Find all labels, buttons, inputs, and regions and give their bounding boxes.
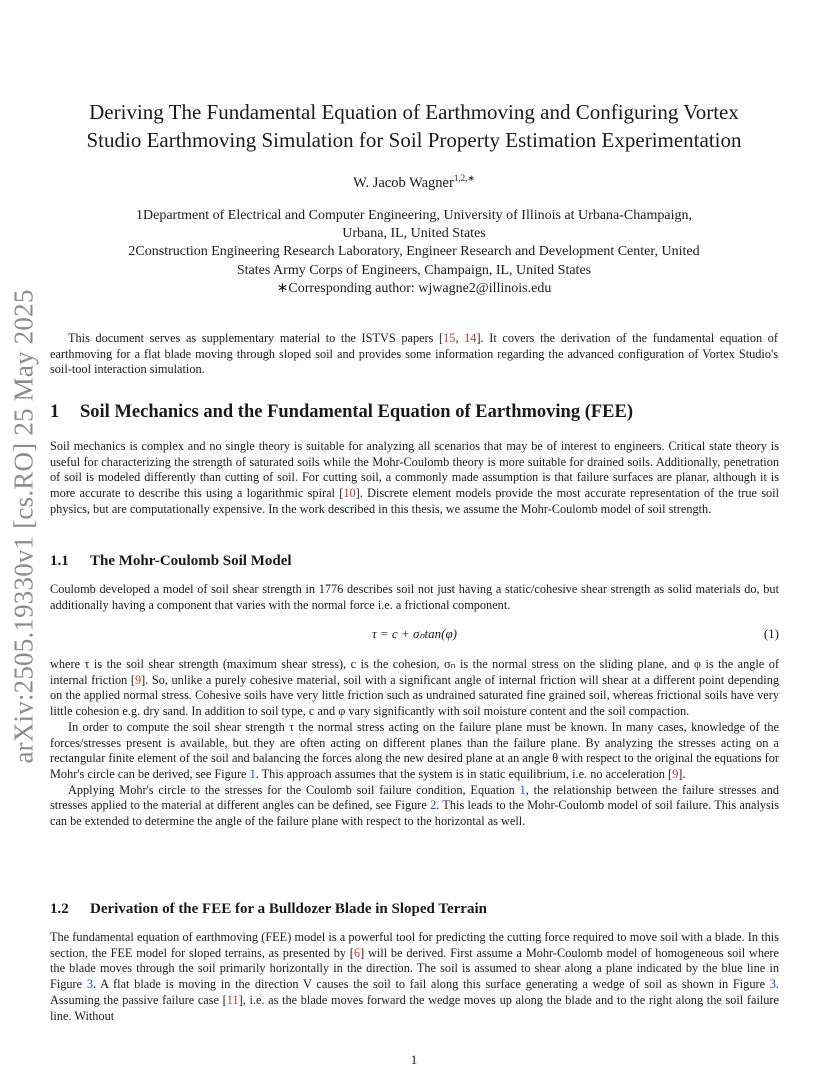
affiliation-2-line-2: States Army Corps of Engineers, Champaign, IL, United States [236,262,592,278]
figure-link[interactable]: 3 [86,977,93,992]
arxiv-id-text: arXiv:2505.19330v1 [cs.RO] 25 May 2025 [8,288,39,764]
subsection-1-1-intro [50,582,779,613]
author-name: W. Jacob Wagner [353,174,454,191]
body-paragraph [50,783,779,830]
body-text: . This approach assumes that the system is in static equilibrium, i.e. no acceleration [ [255,766,673,781]
body-paragraph [50,720,779,783]
body-text: ]. So, unlike a purely cohesive material, soil with a significant angle of internal friction will shear at a different point depending on the applied normal stress. Cohesive soils have very little friction such as undrained saturated fine grained soil, whereas frictional soils have very little cohesion e.g. dry sand. In addition to soil type, c and φ vary significantly with soil moisture content and the soil compaction. [50,672,779,719]
paper-title [40,98,788,154]
citation-link[interactable]: 14 [464,331,477,345]
body-text: ]. Discrete element models provide the most accurate representation of the true soil physics, but are computationally expensive. In the work described in this thesis, we assume the Mohr-Coulomb model of soil strength. [50,486,779,516]
section-1-paragraph [50,439,779,518]
author-affiliation-marks: 1,2,∗ [453,173,475,183]
author-line [40,173,788,192]
body-text: The fundamental equation of earthmoving (FEE) model is a powerful tool for predicting the cutting force required to move soil with a blade. In this section, the FEE model for sloped terrains, as presented by [ [50,930,779,960]
body-paragraph [50,930,779,1024]
subsection-1-2-heading [50,901,790,918]
body-text: ], i.e. as the blade moves forward the wedge moves up along the blade and to the right along the soil failure line. Without [50,992,779,1023]
abstract-text: This document serves as supplementary material to the ISTVS papers [ [68,331,444,345]
body-text: Soil mechanics is complex and no single theory is suitable for analyzing all scenarios that may be of interest to engineers. Critical state theory is useful for characterizing the strength of saturated soils while the Mohr-Coulomb theory is more suitable for drained soils. Additionally, penetration of soil is modeled differently than cutting of soil. For cutting soil, a commonly made assumption is that failure surfaces are planar, although it is more accurate to describe this using a logarithmic spiral [ [50,439,779,501]
abstract-text: ]. It covers the derivation of the fundamental equation of earthmoving for a flat blade moving through sloped soil and provides some information regarding the advanced configuration of Vortex Studio's soil-tool interaction simulation. [50,331,778,377]
subsection-number: 1.2 [50,901,69,917]
body-text: . Assuming the passive failure case [ [50,977,779,1007]
equation-number: (1) [763,626,779,641]
affiliation-1-line-1: 1Department of Electrical and Computer Engineering, University of Illinois at Urbana-Champaign, [136,208,692,223]
equation-link[interactable]: 1 [519,782,526,797]
citation-link[interactable]: 11 [226,992,239,1007]
figure-link[interactable]: 2 [430,798,437,813]
page-number: 1 [410,1052,418,1067]
affiliations [50,207,778,298]
subsection-1-1-heading [50,553,790,570]
citation-link[interactable]: 9 [135,672,142,687]
abstract-paragraph [50,331,778,378]
corresponding-author: ∗Corresponding author: wjwagne2@illinois.edu [276,280,552,296]
body-text: where τ is the soil shear strength (maximum shear stress), c is the cohesion, σₙ is the normal stress on the sliding plane, and φ is the angle of internal friction [ [50,657,779,687]
affiliation-1-line-2: Urbana, IL, United States [342,226,486,242]
title-line-1: Deriving The Fundamental Equation of Earthmoving and Configuring Vortex [89,100,739,124]
section-1-heading [50,402,790,423]
citation-link[interactable]: 6 [353,945,361,960]
subsection-1-1-body [50,657,779,830]
subsection-title: Derivation of the FEE for a Bulldozer Blade in Sloped Terrain [90,901,487,917]
body-text: In order to compute the soil shear strength τ the normal stress acting on the failure plane must be known. In many cases, knowledge of the forces/stresses present is available, but they are often acting on different planes than the failure plane. By analyzing the stresses acting on a rectangular finite element of the soil and balancing the forces along the new desired plane at an angle θ with respect to the original the equations for Mohr's circle can be derived, see Figure [50,719,779,781]
section-title: Soil Mechanics and the Fundamental Equation of Earthmoving (FEE) [80,402,634,422]
citation-link[interactable]: 10 [343,486,356,501]
abstract [50,331,778,378]
citation-link[interactable]: 15 [443,331,456,345]
body-text: ] will be derived. First assume a Mohr-Coulomb model of homogeneous soil where the blade moves through the soil primarily horizontally in the direction. The soil is assumed to shear along a plane indicated by the blue line in Figure [50,945,779,992]
body-text: . This leads to the Mohr-Coulomb model of soil failure. This analysis can be extended to determine the angle of the failure plane with respect to the horizontal as well. [50,798,780,829]
citation-link[interactable]: 9 [672,766,679,781]
subsection-1-2-body [50,930,779,1024]
equation-expression: τ = c + σₙtan(φ) [371,626,458,641]
body-text: ]. [678,766,686,781]
body-paragraph [50,657,779,720]
abstract-text: , [455,331,465,345]
subsection-title: The Mohr-Coulomb Soil Model [90,553,292,569]
body-text: . A flat blade is moving in the direction V causes the soil to fail along this surface generating a wedge of soil as shown in Figure [93,977,770,992]
affiliation-2-line-1: 2Construction Engineering Research Laboratory, Engineer Research and Development Center, United [128,244,700,260]
arxiv-identifier-stamp [4,288,44,764]
subsection-number: 1.1 [50,553,69,569]
section-number: 1 [50,402,60,422]
body-text: Applying Mohr's circle to the stresses for the Coulomb soil failure condition, Equation [68,782,520,797]
section-1-body [50,439,779,518]
equation-1 [50,626,779,644]
figure-link[interactable]: 3 [769,977,776,992]
body-text: , the relationship between the failure stresses and stresses applied to the material at different angles can be defined, see Figure [50,782,779,813]
body-paragraph: Coulomb developed a model of soil shear strength in 1776 describes soil not just having a static/cohesive shear strength as solid materials do, but additionally having a component that varies with the normal force i.e. a frictional component. [50,582,779,612]
figure-link[interactable]: 1 [249,766,256,781]
title-line-2: Studio Earthmoving Simulation for Soil Property Estimation Experimentation [86,128,742,152]
